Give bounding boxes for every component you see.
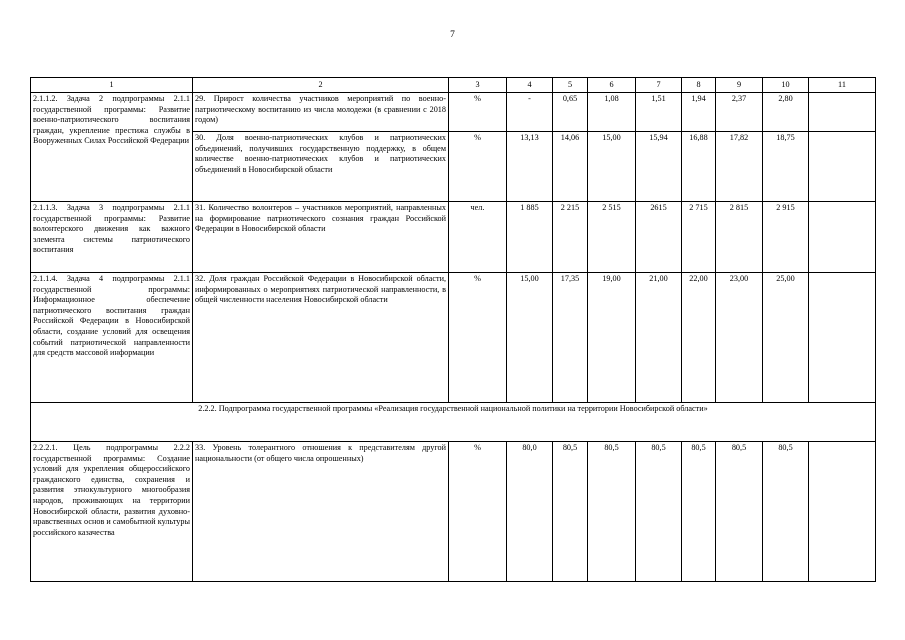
value-cell: 2,37 <box>716 93 763 132</box>
column-header: 2 <box>193 78 449 93</box>
column-header: 5 <box>553 78 588 93</box>
value-cell: 2 815 <box>716 202 763 273</box>
value-cell: 13,13 <box>507 132 553 202</box>
task-cell: 2.1.1.3. Задача 3 подпрограммы 2.1.1 государственной программы: Развитие волонтерского движения как важного элемента системы патриотического воспитания <box>31 202 193 273</box>
value-cell <box>809 93 876 132</box>
column-header: 7 <box>636 78 682 93</box>
value-cell: 16,88 <box>682 132 716 202</box>
value-cell: 2 515 <box>588 202 636 273</box>
indicator-cell: 31. Количество волонтеров – участников мероприятий, направленных на формирование патриотического сознания граждан Российской Федерации в Новосибирской области <box>193 202 449 273</box>
value-cell: 80,5 <box>716 442 763 582</box>
value-cell <box>809 132 876 202</box>
value-cell: 1,94 <box>682 93 716 132</box>
header-row <box>31 78 876 93</box>
unit-cell: чел. <box>449 202 507 273</box>
value-cell: 1,51 <box>636 93 682 132</box>
column-header: 8 <box>682 78 716 93</box>
page-number: 7 <box>450 30 455 40</box>
indicator-cell: 29. Прирост количества участников мероприятий по военно-патриотическому воспитанию из числа молодежи (в сравнении с 2018 годом) <box>193 93 449 132</box>
value-cell: 15,94 <box>636 132 682 202</box>
column-header: 10 <box>763 78 809 93</box>
value-cell: 19,00 <box>588 273 636 403</box>
column-header: 3 <box>449 78 507 93</box>
value-cell: - <box>507 93 553 132</box>
table-row <box>31 93 876 132</box>
value-cell: 80,5 <box>553 442 588 582</box>
value-cell: 14,06 <box>553 132 588 202</box>
value-cell: 17,35 <box>553 273 588 403</box>
value-cell: 1,08 <box>588 93 636 132</box>
value-cell: 23,00 <box>716 273 763 403</box>
unit-cell: % <box>449 442 507 582</box>
value-cell: 0,65 <box>553 93 588 132</box>
value-cell <box>809 202 876 273</box>
column-header: 6 <box>588 78 636 93</box>
value-cell: 2,80 <box>763 93 809 132</box>
task-cell: 2.1.1.4. Задача 4 подпрограммы 2.1.1 государственной программы: Информационное обеспечение патриотического воспитания граждан Российской Федерации в Новосибирской области, создание условий для освещения событий патриотической направленности для средств массовой информации <box>31 273 193 403</box>
column-header: 1 <box>31 78 193 93</box>
table-row <box>31 273 876 403</box>
table-row <box>31 202 876 273</box>
value-cell: 17,82 <box>716 132 763 202</box>
value-cell: 80,5 <box>763 442 809 582</box>
task-cell: 2.1.1.2. Задача 2 подпрограммы 2.1.1 государственной программы: Развитие военно-патриотического воспитания граждан, укрепление престижа службы в Вооруженных Силах Российской Федерации <box>31 93 193 202</box>
indicator-cell: 33. Уровень толерантного отношения к представителям другой национальности (от общего числа опрошенных) <box>193 442 449 582</box>
value-cell: 15,00 <box>588 132 636 202</box>
value-cell: 25,00 <box>763 273 809 403</box>
task-cell: 2.2.2.1. Цель подпрограммы 2.2.2 государственной программы: Создание условий для укрепления общероссийского гражданского единства, сохранения и развития этнокультурного многообразия народов, проживающих на территории Новосибирской области, развития духовно-нравственных основ и самобытной культуры российского казачества <box>31 442 193 582</box>
value-cell: 15,00 <box>507 273 553 403</box>
value-cell: 80,5 <box>588 442 636 582</box>
value-cell: 2 215 <box>553 202 588 273</box>
value-cell: 80,0 <box>507 442 553 582</box>
unit-cell: % <box>449 273 507 403</box>
subprogram-title: 2.2.2. Подпрограмма государственной программы «Реализация государственной национальной политики на территории Новосибирской области» <box>31 403 876 442</box>
value-cell: 1 885 <box>507 202 553 273</box>
value-cell <box>809 442 876 582</box>
column-header: 4 <box>507 78 553 93</box>
value-cell <box>809 273 876 403</box>
column-header: 11 <box>809 78 876 93</box>
unit-cell: % <box>449 93 507 132</box>
value-cell: 21,00 <box>636 273 682 403</box>
subprogram-row <box>31 403 876 442</box>
value-cell: 80,5 <box>682 442 716 582</box>
value-cell: 18,75 <box>763 132 809 202</box>
value-cell: 22,00 <box>682 273 716 403</box>
value-cell: 2615 <box>636 202 682 273</box>
unit-cell: % <box>449 132 507 202</box>
value-cell: 80,5 <box>636 442 682 582</box>
value-cell: 2 915 <box>763 202 809 273</box>
value-cell: 2 715 <box>682 202 716 273</box>
indicator-cell: 32. Доля граждан Российской Федерации в Новосибирской области, информированных о мероприятиях патриотической направленности, в общей численности населения Новосибирской области <box>193 273 449 403</box>
indicators-table <box>30 77 876 582</box>
indicator-cell: 30. Доля военно-патриотических клубов и патриотических объединений, получивших государственную поддержку, в общем количестве военно-патриотических клубов и патриотических объединений в Новосибирской области <box>193 132 449 202</box>
column-header: 9 <box>716 78 763 93</box>
table-row <box>31 442 876 582</box>
